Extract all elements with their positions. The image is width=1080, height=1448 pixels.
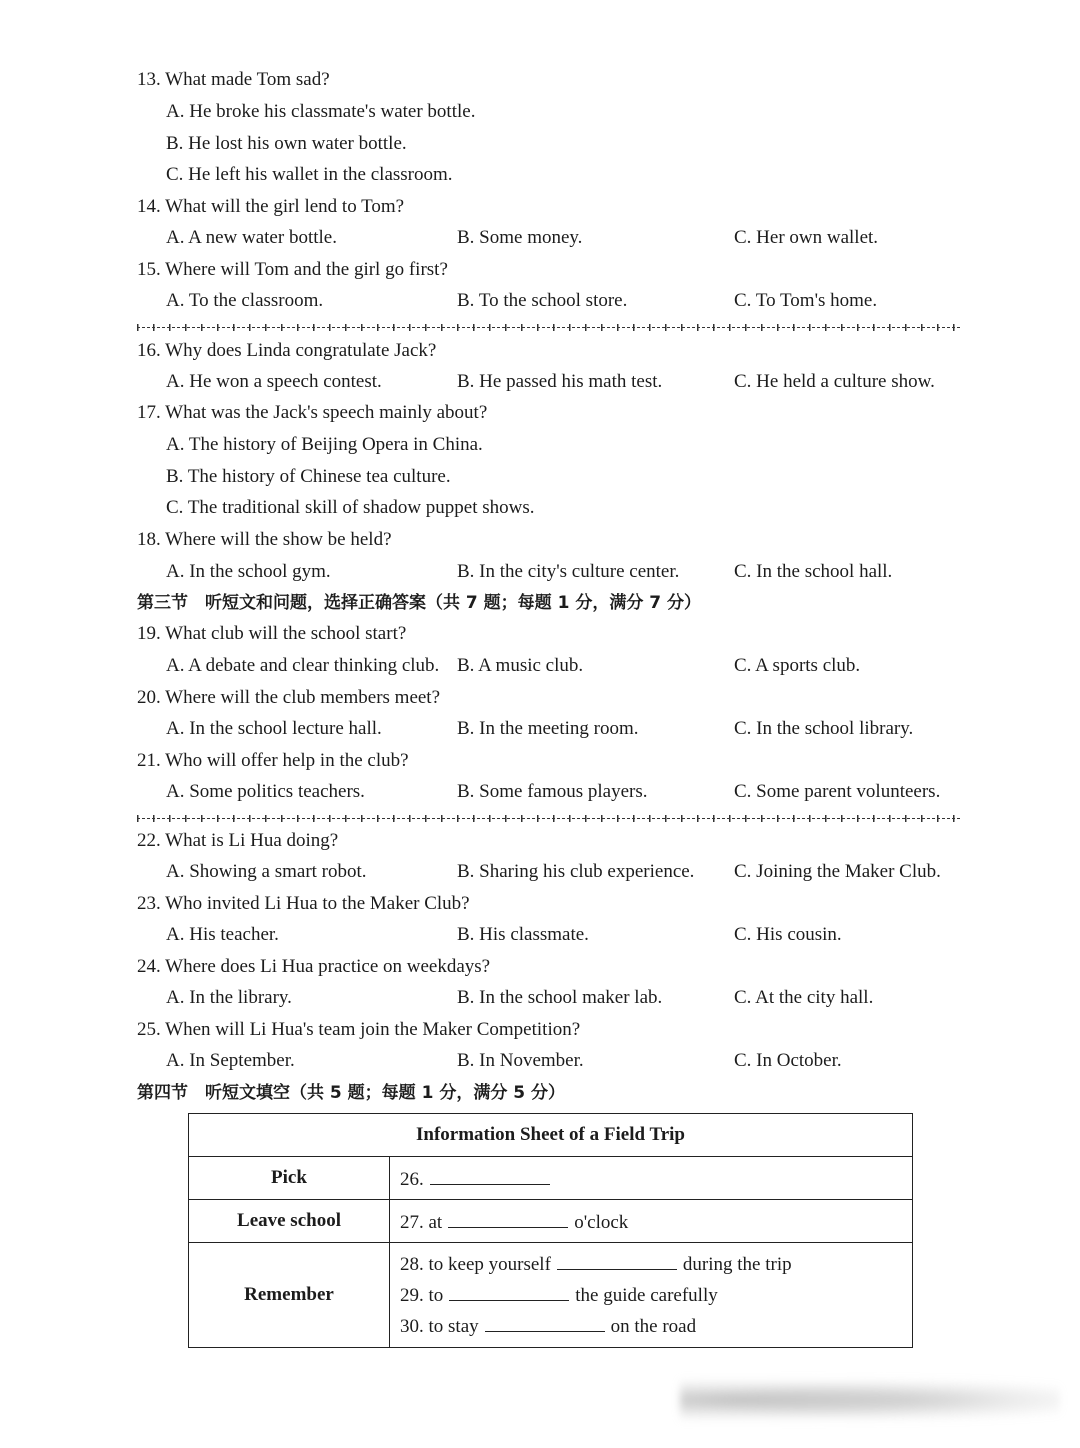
- q17-option-a: A. The history of Beijing Opera in China.: [166, 434, 483, 455]
- q16-option-c: C. He held a culture show.: [734, 371, 935, 392]
- question-18: 18. Where will the show be held?: [137, 529, 392, 550]
- q24-option-b: B. In the school maker lab.: [457, 987, 663, 1008]
- question-22: 22. What is Li Hua doing?: [137, 830, 339, 851]
- q23-option-c: C. His cousin.: [734, 924, 842, 945]
- item-30-suffix: on the road: [610, 1315, 697, 1337]
- item-28-suffix: during the trip: [682, 1253, 792, 1275]
- remember-cell: [390, 1243, 913, 1348]
- leave-school-cell: [390, 1200, 913, 1243]
- item-29-suffix: the guide carefully: [575, 1284, 718, 1306]
- q15-option-c: C. To Tom's home.: [734, 290, 878, 311]
- q20-option-c: C. In the school library.: [734, 718, 914, 739]
- section-3-heading: 第三节 听短文和问题，选择正确答案（共 7 题；每题 1 分，满分 7 分）: [137, 593, 701, 613]
- field-trip-info-table: [188, 1113, 913, 1348]
- q16-option-a: A. He won a speech contest.: [166, 371, 382, 392]
- q24-option-c: C. At the city hall.: [734, 987, 874, 1008]
- q21-option-b: B. Some famous players.: [457, 781, 648, 802]
- item-26-number: 26.: [400, 1168, 424, 1190]
- table-title: Information Sheet of a Field Trip: [189, 1114, 913, 1157]
- question-20: 20. Where will the club members meet?: [137, 687, 441, 708]
- pick-label: Pick: [189, 1157, 390, 1200]
- question-25: 25. When will Li Hua's team join the Maker Competition?: [137, 1019, 581, 1040]
- q19-option-b: B. A music club.: [457, 655, 584, 676]
- item-29-prefix: 29. to: [400, 1284, 444, 1306]
- q23-option-b: B. His classmate.: [457, 924, 589, 945]
- question-21: 21. Who will offer help in the club?: [137, 750, 409, 771]
- remember-label: Remember: [189, 1243, 390, 1348]
- q15-option-b: B. To the school store.: [457, 290, 628, 311]
- dashed-divider: [137, 818, 960, 819]
- q18-option-b: B. In the city's culture center.: [457, 561, 680, 582]
- q22-option-a: A. Showing a smart robot.: [166, 861, 367, 882]
- blank-26[interactable]: [430, 1166, 550, 1185]
- leave-school-label: Leave school: [189, 1200, 390, 1243]
- item-28-prefix: 28. to keep yourself: [400, 1253, 551, 1275]
- question-24: 24. Where does Li Hua practice on weekdays?: [137, 956, 491, 977]
- question-16: 16. Why does Linda congratulate Jack?: [137, 340, 437, 361]
- q19-option-c: C. A sports club.: [734, 655, 861, 676]
- q16-option-b: B. He passed his math test.: [457, 371, 663, 392]
- question-15: 15. Where will Tom and the girl go first?: [137, 259, 448, 280]
- question-13: 13. What made Tom sad?: [137, 69, 330, 90]
- blank-29[interactable]: [449, 1282, 569, 1301]
- q25-option-a: A. In September.: [166, 1050, 295, 1071]
- question-23: 23. Who invited Li Hua to the Maker Club?: [137, 893, 470, 914]
- question-17: 17. What was the Jack's speech mainly about?: [137, 402, 488, 423]
- q18-option-a: A. In the school gym.: [166, 561, 331, 582]
- item-28-line: [400, 1249, 902, 1280]
- q25-option-b: B. In November.: [457, 1050, 584, 1071]
- q13-option-b: B. He lost his own water bottle.: [166, 133, 407, 154]
- q15-option-a: A. To the classroom.: [166, 290, 324, 311]
- pick-cell: [390, 1157, 913, 1200]
- q22-option-b: B. Sharing his club experience.: [457, 861, 695, 882]
- q13-option-c: C. He left his wallet in the classroom.: [166, 164, 453, 185]
- q25-option-c: C. In October.: [734, 1050, 842, 1071]
- q20-option-a: A. In the school lecture hall.: [166, 718, 382, 739]
- q21-option-a: A. Some politics teachers.: [166, 781, 365, 802]
- q22-option-c: C. Joining the Maker Club.: [734, 861, 941, 882]
- dashed-divider: [137, 327, 960, 328]
- table-row: [189, 1200, 913, 1243]
- q18-option-c: C. In the school hall.: [734, 561, 893, 582]
- item-30-line: [400, 1311, 902, 1342]
- question-19: 19. What club will the school start?: [137, 623, 407, 644]
- q14-option-b: B. Some money.: [457, 227, 583, 248]
- q14-option-a: A. A new water bottle.: [166, 227, 337, 248]
- q23-option-a: A. His teacher.: [166, 924, 279, 945]
- q17-option-c: C. The traditional skill of shadow puppet shows.: [166, 497, 535, 518]
- question-14: 14. What will the girl lend to Tom?: [137, 196, 405, 217]
- q17-option-b: B. The history of Chinese tea culture.: [166, 466, 451, 487]
- q24-option-a: A. In the library.: [166, 987, 292, 1008]
- table-row: [189, 1157, 913, 1200]
- item-27-suffix: o'clock: [574, 1211, 629, 1233]
- item-27-prefix: 27. at: [400, 1211, 443, 1233]
- item-30-prefix: 30. to stay: [400, 1315, 479, 1337]
- q13-option-a: A. He broke his classmate's water bottle.: [166, 101, 476, 122]
- blank-30[interactable]: [485, 1313, 605, 1332]
- q19-option-a: A. A debate and clear thinking club.: [166, 655, 440, 676]
- q14-option-c: C. Her own wallet.: [734, 227, 879, 248]
- item-29-line: [400, 1280, 902, 1311]
- blurred-watermark: [680, 1378, 1060, 1422]
- blank-28[interactable]: [557, 1251, 677, 1270]
- section-4-heading: 第四节 听短文填空（共 5 题；每题 1 分，满分 5 分）: [137, 1083, 565, 1103]
- table-row: [189, 1243, 913, 1348]
- q20-option-b: B. In the meeting room.: [457, 718, 639, 739]
- blank-27[interactable]: [448, 1209, 568, 1228]
- q21-option-c: C. Some parent volunteers.: [734, 781, 941, 802]
